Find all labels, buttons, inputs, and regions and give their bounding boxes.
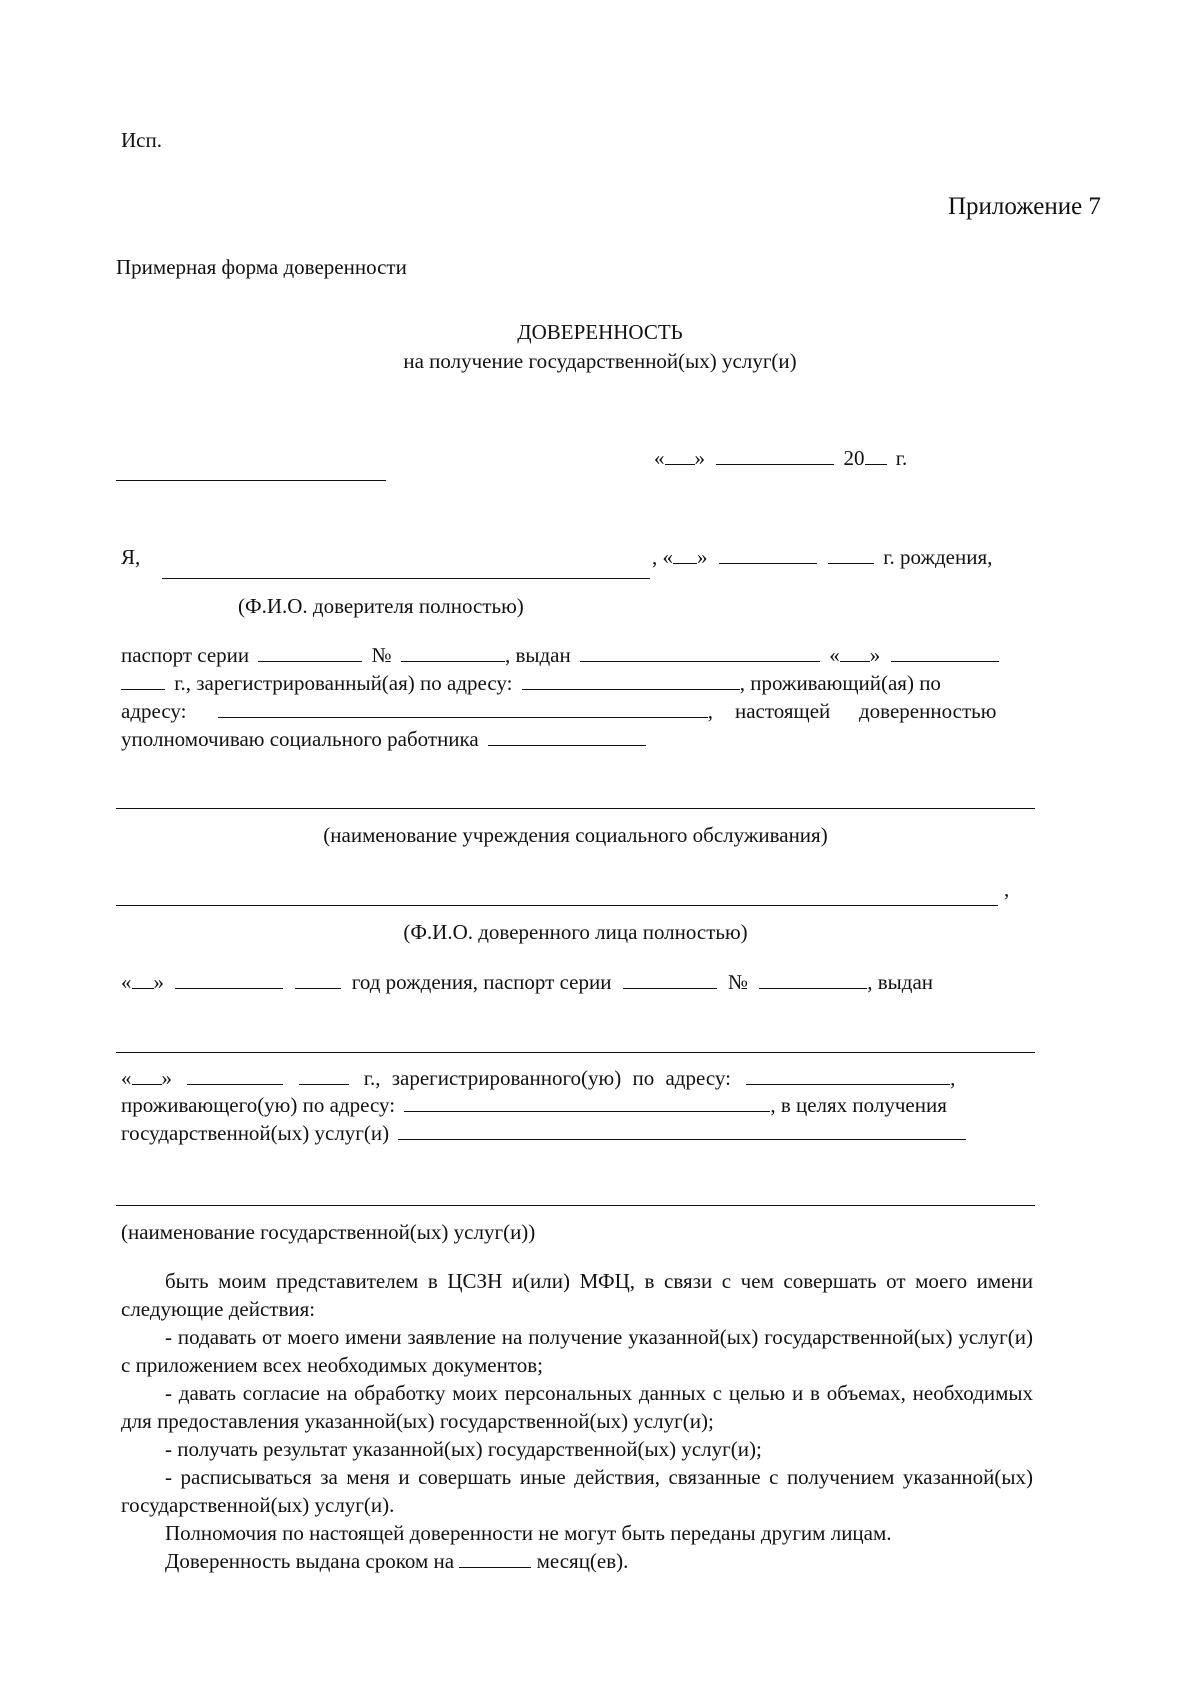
passport-issuer-blank[interactable] (580, 643, 820, 662)
services-name-line[interactable] (116, 1205, 1035, 1206)
agent-residence-blank[interactable] (404, 1093, 770, 1112)
document-subtitle: на получение государственной(ых) услуг(и) (403, 349, 797, 373)
agent-birth-year-blank[interactable] (295, 970, 341, 989)
institution-caption: (наименование учреждения социального обслуживания) (323, 823, 828, 847)
agent-date-day-blank[interactable] (132, 1066, 162, 1085)
principal-caption: (Ф.И.О. доверителя полностью) (238, 594, 524, 618)
no-transfer-clause: Полномочия по настоящей доверенности не могут быть переданы другим лицам. (165, 1521, 892, 1545)
year-blank[interactable] (865, 446, 887, 465)
isp-label: Исп. (121, 128, 162, 152)
principal-birth: , « » г. рождения, (652, 545, 993, 569)
date-line: « » 20 г. (654, 446, 908, 470)
services-caption: (наименование государственной(ых) услуг(и)) (121, 1220, 536, 1244)
agent-address-line-1: « » г., зарегистрированного(ую) по адресу: , (121, 1066, 956, 1090)
trailing-comma: , (1004, 877, 1010, 901)
months-blank[interactable] (459, 1549, 531, 1568)
passport-number-blank[interactable] (401, 643, 505, 662)
passport-line-2: г., зарегистрированный(ая) по адресу: , проживающий(ая) по (121, 671, 941, 696)
agent-caption: (Ф.И.О. доверенного лица полностью) (403, 920, 748, 944)
agent-date-month-blank[interactable] (187, 1066, 283, 1085)
passport-day-blank[interactable] (840, 643, 870, 662)
agent-address-line-3: государственной(ых) услуг(и) (121, 1121, 966, 1146)
registration-address-blank[interactable] (522, 671, 740, 690)
power-item-receive: - получать результат указанной(ых) государственной(ых) услуг(и); (165, 1437, 762, 1461)
passport-line-4: уполномочиваю социального работника (121, 727, 646, 752)
month-blank[interactable] (716, 446, 834, 465)
power-item-sign: - расписываться за меня и совершать иные действия, связанные с получением указанной(ых) государственной(ых) услуг(и). (121, 1465, 1033, 1517)
agent-name-line[interactable] (116, 905, 998, 906)
powers-body (121, 1267, 1033, 1575)
agent-birth-day-blank[interactable] (132, 970, 154, 989)
passport-line-3: адресу: , настоящей доверенностью (121, 699, 997, 723)
agent-passport-series-blank[interactable] (623, 970, 717, 989)
power-item-submit: - подавать от моего имени заявление на получение указанной(ых) государственной(ых) услуг(и) с приложением всех необходимых документов; (121, 1325, 1033, 1377)
passport-month-blank[interactable] (891, 643, 999, 662)
agent-date-year-blank[interactable] (299, 1066, 349, 1085)
agent-passport-number-blank[interactable] (759, 970, 867, 989)
principal-name-line[interactable] (162, 578, 650, 579)
birth-month-blank[interactable] (719, 545, 817, 564)
form-caption: Примерная форма доверенности (116, 255, 407, 279)
passport-line-1: паспорт серии № , выдан « » (121, 643, 999, 668)
social-worker-blank[interactable] (488, 727, 646, 746)
passport-series-blank[interactable] (258, 643, 362, 662)
agent-address-line-2: проживающего(ую) по адресу: , в целях получения (121, 1093, 947, 1117)
services-blank[interactable] (398, 1121, 966, 1140)
birth-year-blank[interactable] (828, 545, 874, 564)
power-item-consent: - давать согласие на обработку моих персональных данных с целью и в объемах, необходимых для предоставления указанной(ых) государственной(ых) услуг(и); (121, 1381, 1033, 1433)
passport-year-blank[interactable] (121, 671, 165, 690)
agent-passport-line: « » год рождения, паспорт серии № , выдан (121, 970, 934, 994)
agent-issuer-line[interactable] (116, 1052, 1035, 1053)
birth-day-blank[interactable] (673, 545, 697, 564)
principal-i: Я, (121, 545, 141, 569)
institution-line[interactable] (116, 808, 1035, 809)
agent-registration-blank[interactable] (746, 1066, 950, 1085)
agent-birth-month-blank[interactable] (175, 970, 283, 989)
residence-address-blank[interactable] (218, 699, 708, 718)
day-blank[interactable] (665, 446, 695, 465)
appendix-label: Приложение 7 (948, 193, 1101, 220)
powers-intro: быть моим представителем в ЦСЗН и(или) МФЦ, в связи с чем совершать от моего имени следующие действия: (121, 1269, 1033, 1321)
document-title: ДОВЕРЕННОСТЬ (517, 320, 683, 344)
place-line[interactable] (116, 480, 386, 481)
validity-term: Доверенность выдана сроком на месяц(ев). (165, 1549, 629, 1573)
